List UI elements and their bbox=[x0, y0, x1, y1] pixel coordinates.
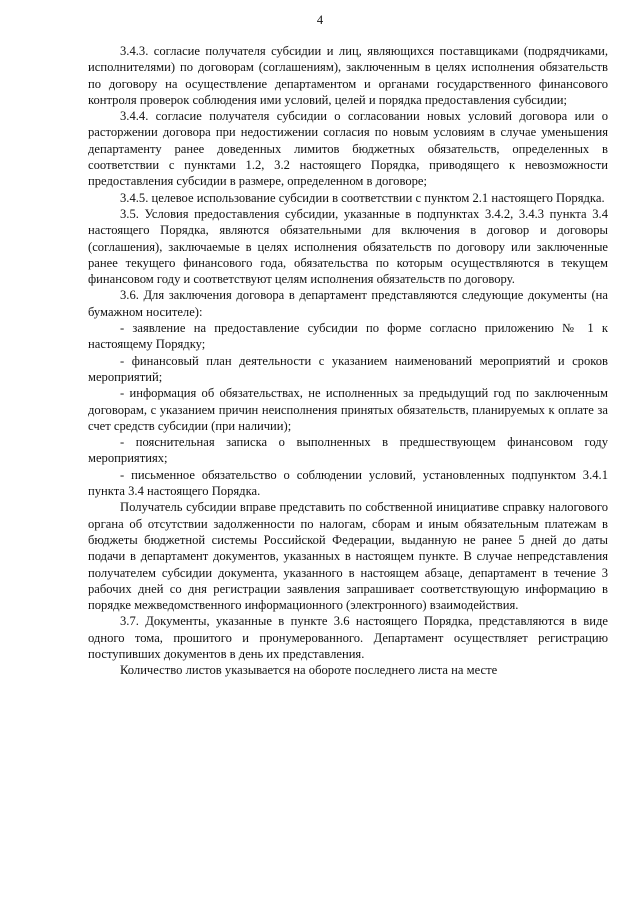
paragraph-3-5: 3.5. Условия предоставления субсидии, указанные в подпунктах 3.4.2, 3.4.3 пункта 3.4 настоящего Порядка, являются обязательными для включения в договор и договоры (соглашения), заключаемые в целях исполнения обязательств по договору или заключенные ранее текущего финансового года, обязательства по которым осуществляются в текущем финансовом году и соответствуют целям исполнения обязательств по договору. bbox=[88, 206, 608, 287]
paragraph-3-4-5: 3.4.5. целевое использование субсидии в соответствии с пунктом 2.1 настоящего Порядка. bbox=[120, 190, 605, 205]
paragraph-3-4-4: 3.4.4. согласие получателя субсидии о согласовании новых условий договора или о расторжении договора при недостижении согласия по новым условиям в случае уменьшения департаменту ранее доведенных лимитов бюджетных обязательств, определенных в соответствии с пунктами 1.2, 3.2 настоящего Порядка, приводящего к невозможности предоставления субсидии в размере, определенном в договоре; bbox=[88, 109, 608, 189]
paragraph-3-7: 3.7. Документы, указанные в пункте 3.6 настоящего Порядка, представляются в виде одного тома, прошитого и пронумерованного. Департамент осуществляет регистрацию поступивших документов в день их представления. bbox=[88, 614, 608, 661]
list-item-application: - заявление на предоставление субсидии по форме согласно приложению № 1 к настоящему Порядку; bbox=[88, 321, 608, 352]
paragraph-sheet-count: Количество листов указывается на обороте последнего листа на месте bbox=[120, 663, 498, 678]
document-body bbox=[88, 43, 608, 679]
paragraph-tax-certificate: Получатель субсидии вправе представить по собственной инициативе справку налогового органа об отсутствии задолженности по налогам, сборам и иным обязательным платежам в бюджеты бюджетной системы Российской Федерации, выданную не ранее 5 дней до даты подачи в департамент документов, указанных в настоящем пункте. В случае непредставления получателем субсидии документа, указанного в настоящем абзаце, департамент в течение 3 рабочих дней со дня регистрации заявления запрашивает соответствующую информацию в порядке межведомственного информационного (электронного) взаимодействия. bbox=[88, 500, 608, 613]
list-item-obligations-info: - информация об обязательствах, не исполненных за предыдущий год по заключенным договорам, с указанием причин неисполнения принятых обязательств, планируемых к оплате за счет средств субсидии (при наличии); bbox=[88, 386, 608, 433]
paragraph-3-6: 3.6. Для заключения договора в департамент представляются следующие документы (на бумажном носителе): bbox=[88, 288, 608, 319]
list-item-written-commitment: - письменное обязательство о соблюдении условий, установленных подпунктом 3.4.1 пункта 3.4 настоящего Порядка. bbox=[88, 467, 608, 499]
page-number: 4 bbox=[316, 13, 324, 27]
paragraph-3-4-3: 3.4.3. согласие получателя субсидии и лиц, являющихся поставщиками (подрядчиками, исполнителями) по договорам (соглашениям), заключенным в целях исполнения обязательств по договору на осуществление департаментом и органами государственного финансового контроля проверок соблюдения ими условий, целей и порядка предоставления субсидии; bbox=[88, 44, 608, 107]
list-item-financial-plan: - финансовый план деятельности с указанием наименований мероприятий и сроков мероприятий; bbox=[88, 353, 608, 384]
list-item-explanatory-note: - пояснительная записка о выполненных в предшествующем финансовом году мероприятиях; bbox=[88, 435, 608, 466]
